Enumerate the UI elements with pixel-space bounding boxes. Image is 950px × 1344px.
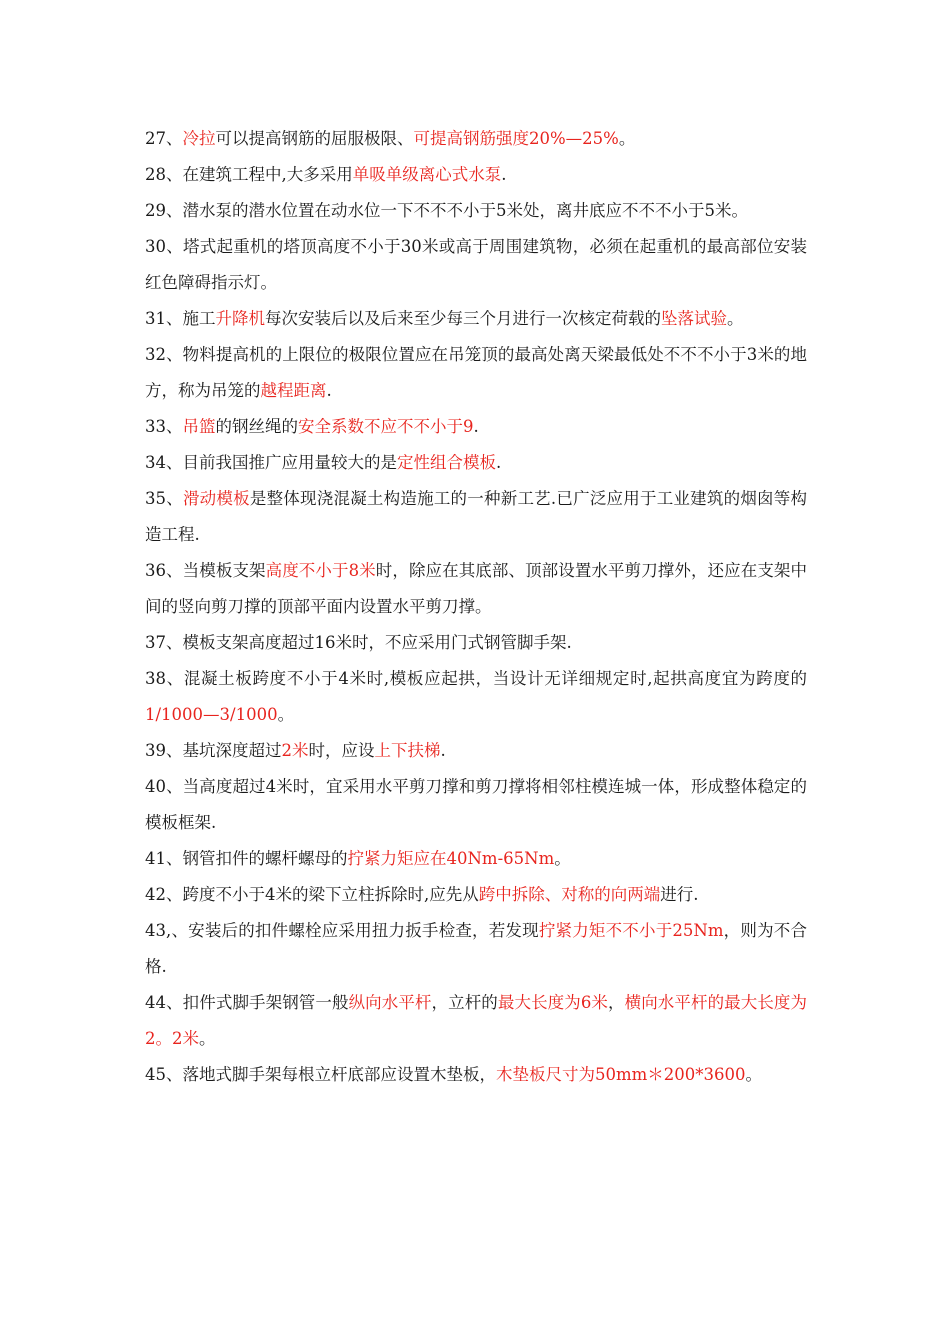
body-text: .: [473, 417, 479, 436]
body-text: 。: [745, 1065, 763, 1084]
item-paragraph: [145, 409, 807, 445]
body-text: 38、混凝土板跨度不小于4米时,模板应起拱，当设计无详细规定时,起拱高度宜为跨度的: [145, 669, 807, 688]
body-text: 是整体现浇混凝土构造施工的一种新工艺.已广泛应用于工业建筑的烟囱等构造工程.: [145, 489, 808, 544]
item-paragraph: [145, 337, 807, 409]
body-text: .: [501, 165, 507, 184]
body-text: 45、落地式脚手架每根立杆底部应设置木垫板，: [145, 1065, 496, 1084]
highlighted-text: 单吸单级离心式水泵: [352, 165, 502, 184]
body-text: 时，除应在其底部、顶部设置水平剪刀撑外，还应在支架中间的竖向剪刀撑的顶部平面内设置水平剪刀撑。: [145, 561, 808, 616]
document-body: [145, 121, 807, 1093]
body-text: 42、跨度不小于4米的梁下立柱拆除时,应先从: [145, 885, 479, 904]
body-text: 39、基坑深度超过: [145, 741, 282, 760]
highlighted-text: 吊篮: [182, 417, 216, 436]
highlighted-text: 高度不小于8米: [265, 561, 376, 580]
body-text: ，则为不合格.: [145, 921, 807, 976]
body-text: 。: [199, 1029, 216, 1048]
item-paragraph: [145, 193, 807, 229]
highlighted-text: 滑动模板: [182, 489, 250, 508]
body-text: 时，应设: [308, 741, 375, 760]
body-text: 35、: [145, 489, 183, 508]
item-paragraph: [145, 985, 807, 1057]
item-paragraph: [145, 121, 807, 157]
body-text: 40、当高度超过4米时，宜采用水平剪刀撑和剪刀撑将相邻柱模连城一体，形成整体稳定的模板框架.: [145, 777, 807, 832]
highlighted-text: 跨中拆除、对称的向两端: [478, 885, 661, 904]
item-paragraph: [145, 661, 807, 733]
body-text: 每次安装后以及后来至少每三个月进行一次核定荷载的: [265, 309, 661, 328]
body-text: 36、当模板支架: [145, 561, 266, 580]
highlighted-text: 2米: [281, 741, 309, 760]
item-paragraph: [145, 229, 807, 301]
body-text: 。: [554, 849, 571, 868]
highlighted-text: 拧紧力矩不不小于25Nm: [538, 921, 724, 940]
body-text: 32、物料提高机的上限位的极限位置应在吊笼顶的最高处离天梁最低处不不不小于3米的地方，称为吊笼的: [145, 345, 807, 400]
body-text: 。: [618, 129, 636, 148]
body-text: 34、目前我国推广应用量较大的是: [145, 453, 397, 472]
body-text: 。: [727, 309, 744, 328]
highlighted-text: 1/1000—3/1000: [145, 705, 278, 724]
body-text: 30、塔式起重机的塔顶高度不小于30米或高于周围建筑物，必须在起重机的最高部位安装红色障碍指示灯。: [145, 237, 807, 292]
highlighted-text: 安全系数不应不不小于9: [298, 417, 474, 436]
item-paragraph: [145, 625, 807, 661]
highlighted-text: 木垫板尺寸为50mm＊200*3600: [496, 1065, 746, 1084]
body-text: 41、钢管扣件的螺杆螺母的: [145, 849, 348, 868]
highlighted-text: 可提高钢筋强度20%—25%: [413, 129, 619, 148]
body-text: 44、扣件式脚手架钢管一般: [145, 993, 349, 1012]
body-text: 28、在建筑工程中,大多采用: [145, 165, 353, 184]
highlighted-text: 升降机: [215, 309, 265, 328]
body-text: 进行.: [660, 885, 699, 904]
item-paragraph: [145, 1057, 807, 1093]
item-paragraph: [145, 481, 807, 553]
body-text: 33、: [145, 417, 183, 436]
item-paragraph: [145, 733, 807, 769]
body-text: 43,、安装后的扣件螺栓应采用扭力扳手检查，若发现: [145, 921, 539, 940]
highlighted-text: 最大长度为6米: [497, 993, 609, 1012]
body-text: ，: [608, 993, 625, 1012]
body-text: 的钢丝绳的: [215, 417, 298, 436]
body-text: ，立杆的: [431, 993, 498, 1012]
body-text: 。: [277, 705, 295, 724]
highlighted-text: 冷拉: [182, 129, 216, 148]
body-text: 31、施工: [145, 309, 216, 328]
body-text: .: [326, 381, 332, 400]
item-paragraph: [145, 877, 807, 913]
highlighted-text: 横向水平杆的最大长度为2。2米: [145, 993, 808, 1048]
highlighted-text: 拧紧力矩应在40Nm-65Nm: [347, 849, 555, 868]
item-paragraph: [145, 301, 807, 337]
body-text: 29、潜水泵的潜水位置在动水位一下不不不小于5米处，离井底应不不不小于5米。: [145, 201, 748, 220]
body-text: 27、: [145, 129, 183, 148]
highlighted-text: 上下扶梯: [374, 741, 441, 760]
item-paragraph: [145, 913, 807, 985]
item-paragraph: [145, 157, 807, 193]
body-text: 37、模板支架高度超过16米时，不应采用门式钢管脚手架.: [145, 633, 572, 652]
highlighted-text: 定性组合模板: [397, 453, 496, 472]
body-text: 可以提高钢筋的屈服极限、: [215, 129, 414, 148]
body-text: .: [440, 741, 446, 760]
item-paragraph: [145, 769, 807, 841]
item-paragraph: [145, 445, 807, 481]
highlighted-text: 纵向水平杆: [348, 993, 432, 1012]
body-text: .: [496, 453, 502, 472]
highlighted-text: 越程距离: [260, 381, 327, 400]
item-paragraph: [145, 841, 807, 877]
item-paragraph: [145, 553, 807, 625]
highlighted-text: 坠落试验: [661, 309, 727, 328]
